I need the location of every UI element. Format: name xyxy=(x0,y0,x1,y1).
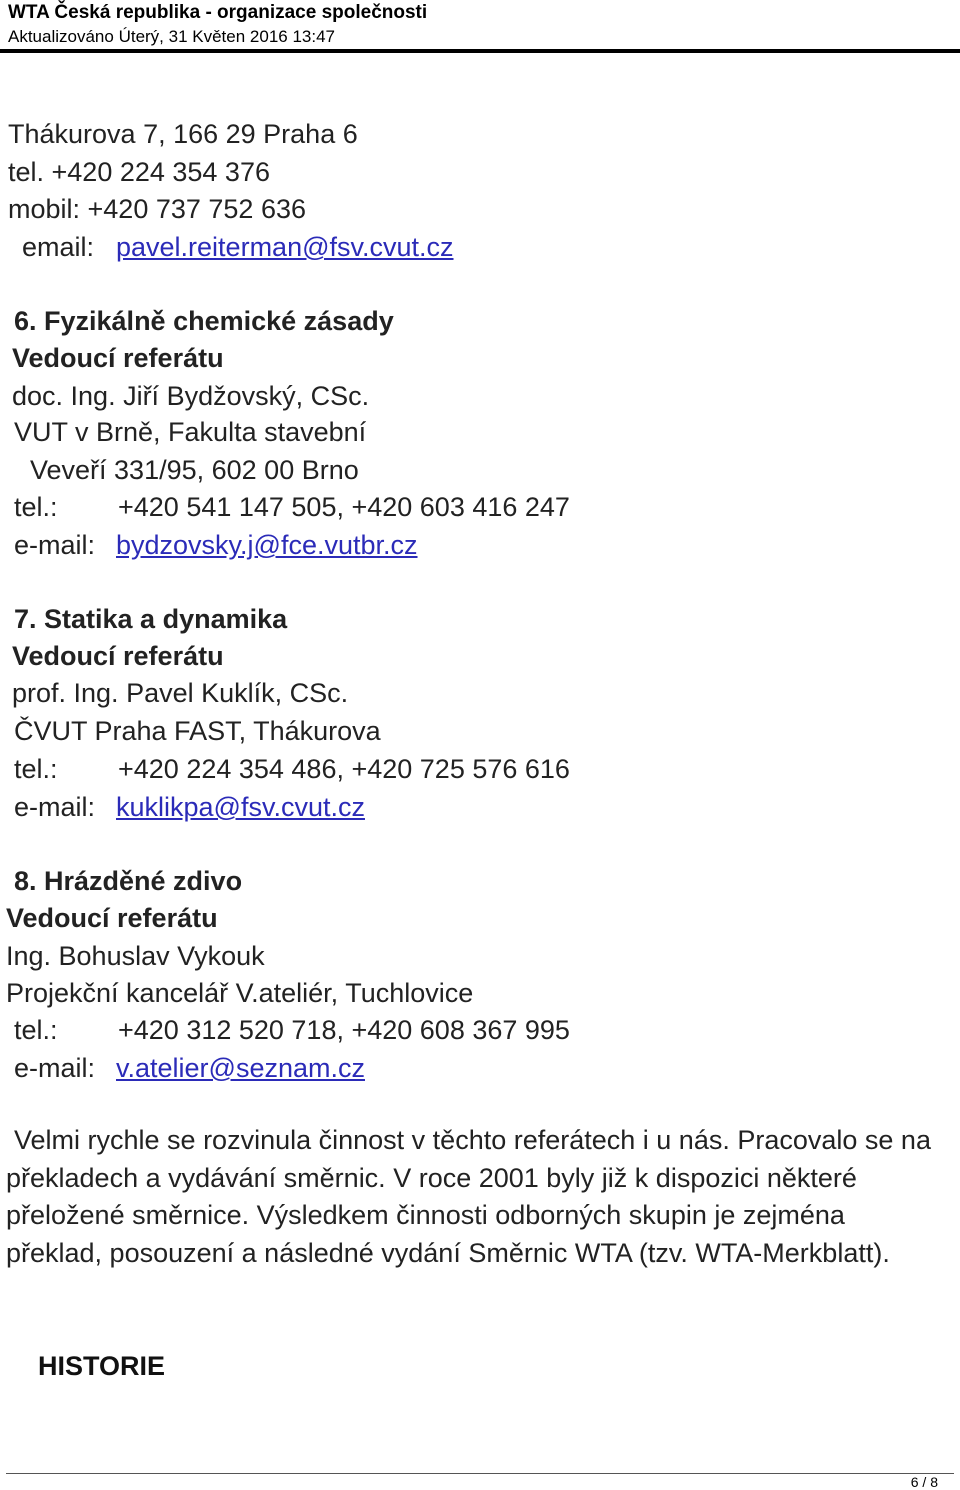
section-7-role: Vedoucí referátu xyxy=(12,641,224,671)
section-6-address: Veveří 331/95, 602 00 Brno xyxy=(30,455,359,485)
section-8-email-label: e-mail: xyxy=(14,1053,96,1083)
section-6-org: VUT v Brně, Fakulta stavební xyxy=(14,417,367,447)
section-6-name: doc. Ing. Jiří Bydžovský, CSc. xyxy=(12,381,370,411)
section-6-tel-label: tel.: xyxy=(14,492,58,522)
section-6-email-link[interactable]: bydzovsky.j@fce.vutbr.cz xyxy=(116,530,418,560)
contact-email-link[interactable]: pavel.reiterman@fsv.cvut.cz xyxy=(116,232,454,262)
section-8-org: Projekční kancelář V.ateliér, Tuchlovice xyxy=(6,978,474,1008)
section-8-tel: +420 312 520 718, +420 608 367 995 xyxy=(118,1015,570,1045)
section-8-tel-label: tel.: xyxy=(14,1015,58,1045)
section-6-tel: +420 541 147 505, +420 603 416 247 xyxy=(118,492,570,522)
section-7-tel-label: tel.: xyxy=(14,754,58,784)
section-7-email-link[interactable]: kuklikpa@fsv.cvut.cz xyxy=(116,792,365,822)
section-8-title: 8. Hrázděné zdivo xyxy=(14,866,243,896)
footer-divider xyxy=(6,1473,954,1474)
section-7-email-label: e-mail: xyxy=(14,792,96,822)
section-7-title: 7. Statika a dynamika xyxy=(14,604,288,634)
body-paragraph: Velmi rychle se rozvinula činnost v těchto referátech i u nás. Pracovalo se na překladech a vydávání směrnic. V roce 2001 byly již k dispozici některé přeložené směrnice. Výsledkem činnosti odborných skupin je zejména překlad, posouzení a následné vydání Směrnic WTA (tzv. WTA-Merkblatt). xyxy=(6,1125,931,1268)
document-title: WTA Česká republika - organizace společnosti xyxy=(8,2,428,23)
contact-email-label: email: xyxy=(22,232,95,262)
section-8-name: Ing. Bohuslav Vykouk xyxy=(6,941,265,971)
section-7-name: prof. Ing. Pavel Kuklík, CSc. xyxy=(12,678,349,708)
section-6-title: 6. Fyzikálně chemické zásady xyxy=(14,306,394,336)
section-7-tel: +420 224 354 486, +420 725 576 616 xyxy=(118,754,570,784)
contact-tel: tel. +420 224 354 376 xyxy=(8,157,270,187)
section-7-org: ČVUT Praha FAST, Thákurova xyxy=(14,716,381,746)
contact-address: Thákurova 7, 166 29 Praha 6 xyxy=(8,119,358,149)
history-heading: HISTORIE xyxy=(38,1351,166,1381)
section-6-email-label: e-mail: xyxy=(14,530,96,560)
page-number: 6 / 8 xyxy=(910,1474,938,1490)
section-8-email-link[interactable]: v.atelier@seznam.cz xyxy=(116,1053,365,1083)
header-divider xyxy=(0,49,960,53)
updated-timestamp: Aktualizováno Úterý, 31 Květen 2016 13:47 xyxy=(8,27,335,46)
section-8-role: Vedoucí referátu xyxy=(6,903,218,933)
section-6-role: Vedoucí referátu xyxy=(12,343,224,373)
contact-mobile: mobil: +420 737 752 636 xyxy=(8,194,306,224)
